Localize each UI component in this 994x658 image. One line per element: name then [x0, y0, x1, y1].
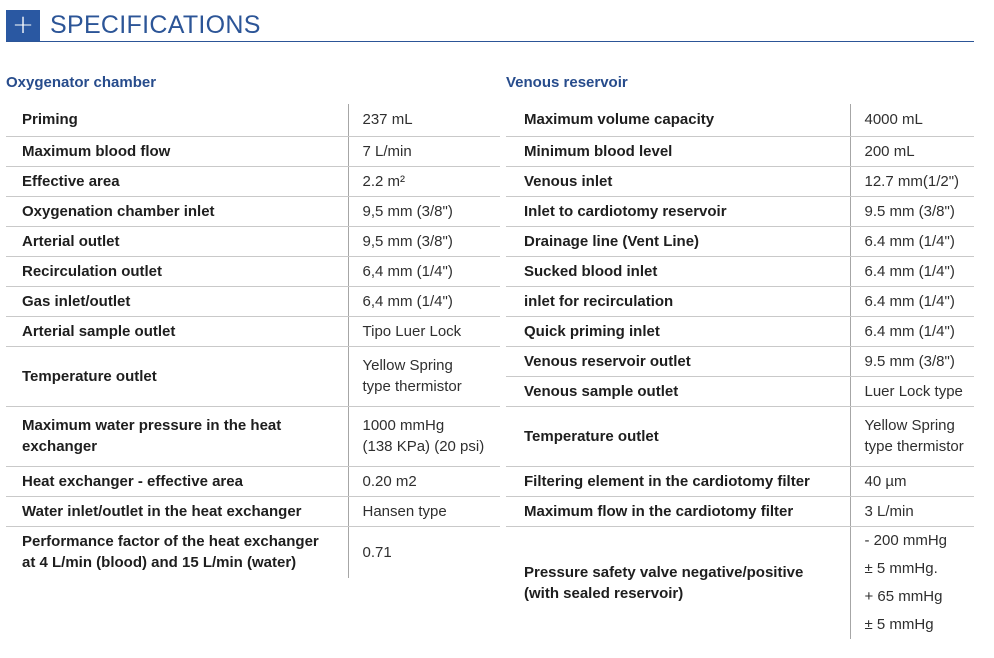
- spec-label: [506, 406, 850, 466]
- spec-value: [348, 256, 500, 286]
- spec-label: [506, 286, 850, 316]
- spec-label-line: Venous inlet: [524, 172, 613, 190]
- spec-label-line: Arterial sample outlet: [22, 322, 176, 340]
- spec-value-line: 4000 mL: [864, 111, 923, 129]
- plus-icon: +: [6, 10, 40, 41]
- spec-value-line: 6.4 mm (1/4"): [864, 232, 955, 250]
- spec-label-line: Arterial outlet: [22, 232, 120, 250]
- table-row: [6, 104, 500, 136]
- spec-value: [850, 256, 974, 286]
- spec-value: [348, 286, 500, 316]
- spec-label: [6, 496, 348, 526]
- spec-value-line: 0.20 m2: [362, 472, 417, 490]
- table-row: [506, 104, 974, 136]
- spec-label: [6, 346, 348, 406]
- spec-value: [348, 406, 500, 466]
- spec-value-line: 6.4 mm (1/4"): [864, 292, 955, 310]
- spec-value-line: 9,5 mm (3/8"): [362, 202, 453, 220]
- spec-label: [6, 466, 348, 496]
- table-row: [506, 226, 974, 256]
- spec-value: [850, 286, 974, 316]
- spec-value: [850, 196, 974, 226]
- spec-value: [850, 526, 974, 639]
- table-row: [506, 376, 974, 406]
- spec-label: [6, 136, 348, 166]
- spec-label: [506, 316, 850, 346]
- spec-label-line: Maximum blood flow: [22, 142, 171, 160]
- spec-label-line: Filtering element in the cardiotomy filter: [524, 472, 810, 490]
- spec-label-line: at 4 L/min (blood) and 15 L/min (water): [22, 554, 297, 572]
- page-header: [6, 10, 974, 42]
- spec-label-line: Temperature outlet: [524, 427, 659, 445]
- spec-label-line: Recirculation outlet: [22, 262, 163, 280]
- spec-label-line: Pressure safety valve negative/positive: [524, 563, 804, 581]
- spec-value-line: 237 mL: [362, 111, 413, 129]
- spec-value-line: 2.2 m²: [362, 172, 406, 190]
- table-row: [506, 526, 974, 639]
- table-row: [506, 196, 974, 226]
- table-row: [6, 166, 500, 196]
- table-row: [6, 316, 500, 346]
- spec-value: [850, 104, 974, 136]
- spec-value: [850, 466, 974, 496]
- table-row: [506, 136, 974, 166]
- spec-label: [506, 346, 850, 376]
- spec-value: [850, 166, 974, 196]
- table-row: [6, 226, 500, 256]
- oxygenator-spec-table: [6, 104, 500, 578]
- spec-label-line: inlet for recirculation: [524, 292, 674, 310]
- spec-value: [348, 316, 500, 346]
- spec-value-line: (138 KPa) (20 psi): [362, 438, 485, 455]
- spec-value: [850, 406, 974, 466]
- spec-value: [348, 466, 500, 496]
- spec-label: [506, 496, 850, 526]
- spec-value-line: 1000 mmHg: [362, 417, 445, 434]
- spec-value: [850, 226, 974, 256]
- table-row: [6, 466, 500, 496]
- spec-label-line: Gas inlet/outlet: [22, 292, 131, 310]
- spec-label-line: Minimum blood level: [524, 142, 673, 160]
- spec-value-line: Luer Lock type: [864, 382, 963, 400]
- spec-value: [850, 316, 974, 346]
- page-title: SPECIFICATIONS: [50, 11, 261, 39]
- table-row: [6, 286, 500, 316]
- spec-label-line: exchanger: [22, 438, 98, 455]
- spec-label-line: Maximum volume capacity: [524, 111, 715, 129]
- spec-value-line: + 65 mmHg: [864, 587, 943, 605]
- table-row: [6, 406, 500, 466]
- spec-label: [506, 104, 850, 136]
- table-row: [506, 496, 974, 526]
- spec-label: [6, 196, 348, 226]
- spec-label-line: Inlet to cardiotomy reservoir: [524, 202, 727, 220]
- spec-value-line: ± 5 mmHg: [864, 615, 934, 633]
- spec-label: [506, 226, 850, 256]
- spec-label: [506, 376, 850, 406]
- table-row: [6, 196, 500, 226]
- table-row: [6, 256, 500, 286]
- spec-label: [506, 526, 850, 639]
- spec-label: [506, 136, 850, 166]
- spec-value: [348, 526, 500, 578]
- spec-label-line: Drainage line (Vent Line): [524, 232, 700, 250]
- spec-label-line: Effective area: [22, 172, 120, 190]
- spec-label-line: Priming: [22, 111, 78, 129]
- spec-label-line: Temperature outlet: [22, 367, 157, 385]
- spec-value: [348, 346, 500, 406]
- spec-label-line: (with sealed reservoir): [524, 584, 684, 602]
- spec-label-line: Water inlet/outlet in the heat exchanger: [22, 502, 302, 520]
- spec-label-line: Quick priming inlet: [524, 322, 660, 340]
- spec-label: [6, 166, 348, 196]
- spec-label: [6, 406, 348, 466]
- spec-value-line: 12.7 mm(1/2"): [864, 172, 960, 190]
- spec-label: [6, 316, 348, 346]
- spec-value-line: type thermistor: [362, 378, 462, 395]
- spec-label: [506, 256, 850, 286]
- table-row: [6, 346, 500, 406]
- table-row: [506, 466, 974, 496]
- spec-value: [348, 226, 500, 256]
- spec-label-line: Venous sample outlet: [524, 382, 679, 400]
- spec-value-line: ± 5 mmHg.: [864, 559, 938, 577]
- table-row: [506, 166, 974, 196]
- spec-value-line: Yellow Spring: [864, 417, 955, 434]
- spec-label-line: Maximum water pressure in the heat: [22, 417, 282, 434]
- spec-label: [6, 526, 348, 578]
- spec-label-line: Venous reservoir outlet: [524, 352, 691, 370]
- table-row: [506, 406, 974, 466]
- spec-value: [348, 136, 500, 166]
- table-row: [506, 316, 974, 346]
- spec-value-line: 9.5 mm (3/8"): [864, 202, 955, 220]
- spec-value-line: 3 L/min: [864, 502, 914, 520]
- table-row: [506, 286, 974, 316]
- spec-label: [6, 286, 348, 316]
- spec-value: [850, 346, 974, 376]
- spec-value: [850, 496, 974, 526]
- venous-spec-table: [506, 104, 974, 639]
- spec-label: [506, 466, 850, 496]
- spec-label-line: Oxygenation chamber inlet: [22, 202, 215, 220]
- spec-label-line: Sucked blood inlet: [524, 262, 658, 280]
- table-row: [506, 256, 974, 286]
- spec-value: [348, 104, 500, 136]
- spec-label-line: Maximum flow in the cardiotomy filter: [524, 502, 794, 520]
- spec-value-line: Hansen type: [362, 502, 447, 520]
- spec-value-line: 200 mL: [864, 142, 915, 160]
- table-row: [506, 346, 974, 376]
- spec-value-line: Tipo Luer Lock: [362, 322, 462, 340]
- spec-value-line: 6,4 mm (1/4"): [362, 292, 453, 310]
- spec-label-line: Heat exchanger - effective area: [22, 472, 243, 490]
- spec-value: [348, 166, 500, 196]
- spec-label: [506, 166, 850, 196]
- spec-value-line: Yellow Spring: [362, 357, 453, 374]
- oxygenator-section-title: Oxygenator chamber: [6, 74, 157, 91]
- spec-label: [6, 104, 348, 136]
- spec-label-line: Performance factor of the heat exchanger: [22, 533, 319, 551]
- spec-value-line: 6,4 mm (1/4"): [362, 262, 453, 280]
- table-row: [6, 136, 500, 166]
- spec-value: [348, 196, 500, 226]
- spec-value-line: 9,5 mm (3/8"): [362, 232, 453, 250]
- table-row: [6, 496, 500, 526]
- spec-label: [6, 256, 348, 286]
- spec-value-line: - 200 mmHg: [864, 531, 948, 549]
- spec-label: [6, 226, 348, 256]
- spec-value: [348, 496, 500, 526]
- spec-value-line: 0.71: [362, 543, 392, 561]
- spec-value-line: 7 L/min: [362, 142, 412, 160]
- spec-value-line: 6.4 mm (1/4"): [864, 262, 955, 280]
- spec-value-line: 6.4 mm (1/4"): [864, 322, 955, 340]
- table-row: [6, 526, 500, 578]
- spec-value-line: type thermistor: [864, 438, 964, 455]
- spec-value: [850, 136, 974, 166]
- spec-label: [506, 196, 850, 226]
- spec-value-line: 9.5 mm (3/8"): [864, 352, 955, 370]
- spec-value: [850, 376, 974, 406]
- venous-section-title: Venous reservoir: [506, 74, 628, 91]
- spec-value-line: 40 µm: [864, 472, 907, 490]
